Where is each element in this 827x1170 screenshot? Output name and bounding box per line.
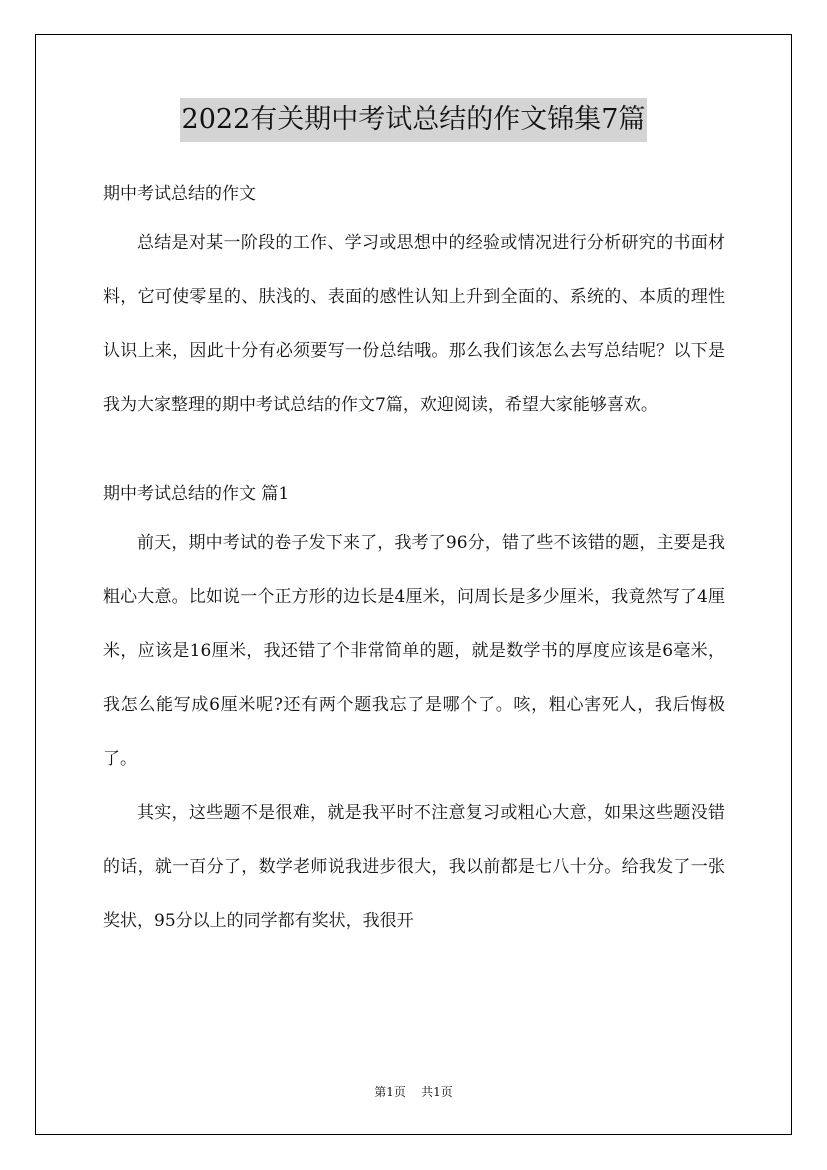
section1-paragraph-1: 前天，期中考试的卷子发下来了，我考了96分，错了些不该错的题，主要是我粗心大意。比如说一个正方形的边长是4厘米，问周长是多少厘米，我竟然写了4厘米，应该是16厘米，我还错了个非常简单的题，就是数学书的厚度应该是6毫米，我怎么能写成6厘米呢?还有两个题我忘了是哪个了。咳，粗心害死人，我后悔极了。 [103, 533, 725, 769]
section1-heading: 期中考试总结的作文 篇1 [103, 484, 290, 504]
title-container [0, 98, 827, 142]
intro-paragraph: 总结是对某一阶段的工作、学习或思想中的经验或情况进行分析研究的书面材料，它可使零星的、肤浅的、表面的感性认知上升到全面的、系统的、本质的理性认识上来，因此十分有必须要写一份总结哦。那么我们该怎么去写总结呢？以下是我为大家整理的期中考试总结的作文7篇，欢迎阅读，希望大家能够喜欢。 [103, 233, 725, 415]
document-title: 2022有关期中考试总结的作文锦集7篇 [180, 98, 648, 142]
page-footer [0, 1083, 827, 1101]
page-number-current: 第1页 [374, 1085, 406, 1099]
intro-heading: 期中考试总结的作文 [103, 184, 256, 204]
page-number-total: 共1页 [421, 1085, 453, 1099]
section1-paragraph-2: 其实，这些题不是很难，就是我平时不注意复习或粗心大意，如果这些题没错的话，就一百分了，数学老师说我进步很大，我以前都是七八十分。给我发了一张奖状，95分以上的同学都有奖状，我很开 [103, 803, 725, 931]
document-body [103, 172, 725, 948]
section-spacer [103, 432, 725, 472]
